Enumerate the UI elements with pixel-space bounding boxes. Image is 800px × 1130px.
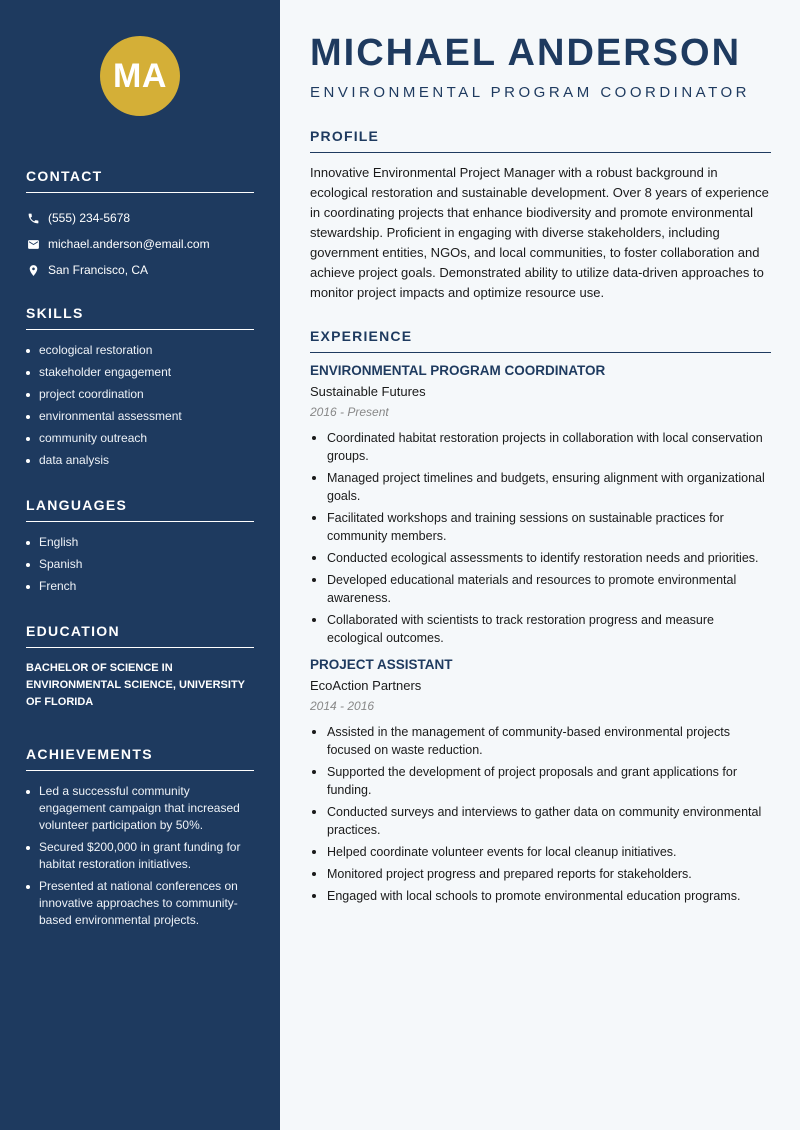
email-text: michael.anderson@email.com bbox=[48, 237, 210, 251]
location-pin-icon bbox=[26, 263, 40, 277]
language-item: English bbox=[26, 534, 254, 551]
phone-text: (555) 234-5678 bbox=[48, 211, 131, 225]
achievement-item: Presented at national conferences on innovative approaches to community-based environmental projects. bbox=[26, 878, 254, 929]
skills-section bbox=[26, 305, 254, 474]
avatar: MA bbox=[100, 36, 180, 116]
languages-list bbox=[26, 534, 254, 595]
job-bullet: Supported the development of project proposals and grant applications for funding. bbox=[310, 763, 771, 799]
job-bullet: Assisted in the management of community-based environmental projects focused on waste reduction. bbox=[310, 723, 771, 759]
skill-item: project coordination bbox=[26, 386, 254, 403]
languages-heading: LANGUAGES bbox=[26, 497, 254, 522]
job-bullet: Managed project timelines and budgets, ensuring alignment with organizational goals. bbox=[310, 469, 771, 505]
location-text: San Francisco, CA bbox=[48, 263, 149, 277]
job-bullet: Developed educational materials and resources to promote environmental awareness. bbox=[310, 571, 771, 607]
sidebar bbox=[0, 0, 280, 1130]
education-section bbox=[26, 623, 254, 711]
job-bullets bbox=[310, 429, 771, 647]
profile-heading: PROFILE bbox=[310, 128, 771, 153]
job-bullet: Conducted ecological assessments to identify restoration needs and priorities. bbox=[310, 549, 771, 567]
job-bullet: Coordinated habitat restoration projects in collaboration with local conservation groups. bbox=[310, 429, 771, 465]
education-heading: EDUCATION bbox=[26, 623, 254, 648]
candidate-name: MICHAEL ANDERSON bbox=[310, 32, 742, 74]
skills-heading: SKILLS bbox=[26, 305, 254, 330]
job-bullet: Conducted surveys and interviews to gather data on community environmental practices. bbox=[310, 803, 771, 839]
job-title: PROJECT ASSISTANT bbox=[310, 657, 453, 672]
job-dates: 2014 - 2016 bbox=[310, 699, 375, 713]
job-entry bbox=[310, 657, 771, 905]
achievements-list bbox=[26, 783, 254, 929]
email-icon bbox=[26, 237, 40, 251]
language-item: Spanish bbox=[26, 556, 254, 573]
contact-section bbox=[26, 168, 254, 283]
language-item: French bbox=[26, 578, 254, 595]
skill-item: stakeholder engagement bbox=[26, 364, 254, 381]
job-company: EcoAction Partners bbox=[310, 678, 422, 693]
job-bullet: Helped coordinate volunteer events for local cleanup initiatives. bbox=[310, 843, 771, 861]
achievements-section bbox=[26, 746, 254, 934]
job-bullet: Facilitated workshops and training sessions on sustainable practices for community members. bbox=[310, 509, 771, 545]
contact-heading: CONTACT bbox=[26, 168, 254, 193]
skill-item: data analysis bbox=[26, 452, 254, 469]
phone-icon bbox=[26, 211, 40, 225]
achievement-item: Led a successful community engagement campaign that increased volunteer participation by 50%. bbox=[26, 783, 254, 834]
experience-section bbox=[310, 328, 771, 915]
job-dates: 2016 - Present bbox=[310, 405, 389, 419]
skill-item: community outreach bbox=[26, 430, 254, 447]
profile-text: Innovative Environmental Project Manager with a robust background in ecological restoration and sustainable development. Over 8 years of experience in coordinating projects that enhance biodiversity and promote environmental stewardship. Proficient in engaging with diverse stakeholders, including government entities, NGOs, and local communities, to foster collaboration and achieve project goals. Demonstrated ability to utilize data-driven approaches to monitor project impacts and optimize resource use. bbox=[310, 165, 769, 300]
job-bullet: Engaged with local schools to promote environmental education programs. bbox=[310, 887, 771, 905]
achievements-heading: ACHIEVEMENTS bbox=[26, 746, 254, 771]
job-bullet: Collaborated with scientists to track restoration progress and measure ecological outcomes. bbox=[310, 611, 771, 647]
job-company: Sustainable Futures bbox=[310, 384, 426, 399]
skill-item: environmental assessment bbox=[26, 408, 254, 425]
skills-list bbox=[26, 342, 254, 469]
contact-phone bbox=[26, 205, 254, 231]
experience-heading: EXPERIENCE bbox=[310, 328, 771, 353]
achievement-item: Secured $200,000 in grant funding for habitat restoration initiatives. bbox=[26, 839, 254, 873]
languages-section bbox=[26, 497, 254, 600]
contact-location bbox=[26, 257, 254, 283]
job-title: ENVIRONMENTAL PROGRAM COORDINATOR bbox=[310, 363, 606, 378]
job-bullet: Monitored project progress and prepared reports for stakeholders. bbox=[310, 865, 771, 883]
contact-email bbox=[26, 231, 254, 257]
job-bullets bbox=[310, 723, 771, 905]
candidate-role: ENVIRONMENTAL PROGRAM COORDINATOR bbox=[310, 84, 750, 101]
education-degree: BACHELOR OF SCIENCE IN ENVIRONMENTAL SCIENCE, UNIVERSITY OF FLORIDA bbox=[26, 662, 245, 708]
job-entry bbox=[310, 363, 771, 647]
main-content bbox=[280, 0, 800, 1130]
profile-section bbox=[310, 128, 771, 303]
skill-item: ecological restoration bbox=[26, 342, 254, 359]
